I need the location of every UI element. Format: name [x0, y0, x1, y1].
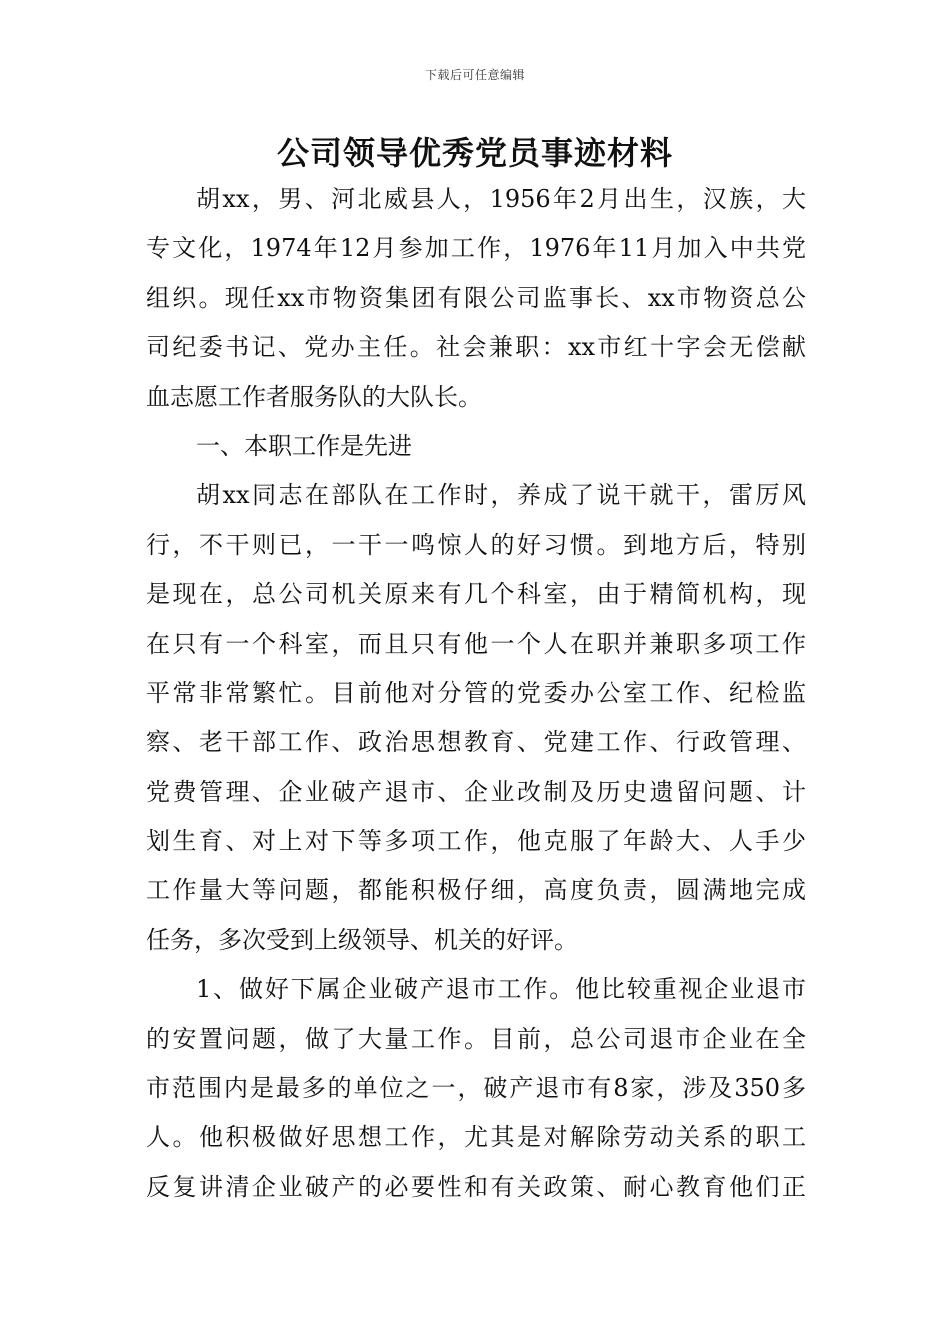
- paragraph-line: 工作量大等问题，都能积极仔细，高度负责，圆满地完成: [146, 876, 806, 905]
- paragraph-line: 市范围内是最多的单位之一，破产退市有8家，涉及350多: [146, 1074, 806, 1103]
- document-title: 公司领导优秀党员事迹材料: [276, 134, 673, 172]
- paragraph-line: 任务，多次受到上级领导、机关的好评。: [146, 925, 578, 954]
- header-note: 下载后可任意编辑: [424, 68, 525, 82]
- paragraph-line: 是现在，总公司机关原来有几个科室，由于精简机构，现: [146, 580, 806, 609]
- paragraph-line: 血志愿工作者服务队的大队长。: [146, 382, 482, 411]
- paragraph-line: 党费管理、企业破产退市、企业改制及历史遗留问题、计: [146, 777, 806, 806]
- paragraph-line: 专文化，1974年12月参加工作，1976年11月加入中共党: [146, 234, 806, 263]
- paragraph-line: 1、做好下属企业破产退市工作。他比较重视企业退市: [196, 975, 806, 1004]
- paragraph-line: 在只有一个科室，而且只有他一个人在职并兼职多项工作: [146, 629, 806, 658]
- paragraph-line: 司纪委书记、党办主任。社会兼职：xx市红十字会无偿献: [146, 333, 806, 362]
- section-heading: 一、本职工作是先进: [196, 431, 412, 460]
- paragraph-line: 胡xx同志在部队在工作时，养成了说干就干，雷厉风: [196, 481, 806, 510]
- paragraph-line: 的安置问题，做了大量工作。目前，总公司退市企业在全: [146, 1024, 806, 1053]
- paragraph-line: 平常非常繁忙。目前他对分管的党委办公室工作、纪检监: [146, 678, 806, 707]
- paragraph-line: 胡xx，男、河北威县人，1956年2月出生，汉族，大: [196, 185, 806, 213]
- paragraph-line: 反复讲清企业破产的必要性和有关政策、耐心教育他们正: [146, 1172, 806, 1201]
- paragraph-line: 人。他积极做好思想工作，尤其是对解除劳动关系的职工: [146, 1123, 806, 1152]
- document-body: [146, 175, 806, 1212]
- paragraph-line: 组织。现任xx市物资集团有限公司监事长、xx市物资总公: [146, 283, 806, 312]
- paragraph-line: 划生育、对上对下等多项工作，他克服了年龄大、人手少: [146, 827, 806, 856]
- paragraph-line: 行，不干则已，一干一鸣惊人的好习惯。到地方后，特别: [146, 530, 806, 559]
- paragraph-line: 察、老干部工作、政治思想教育、党建工作、行政管理、: [146, 728, 806, 757]
